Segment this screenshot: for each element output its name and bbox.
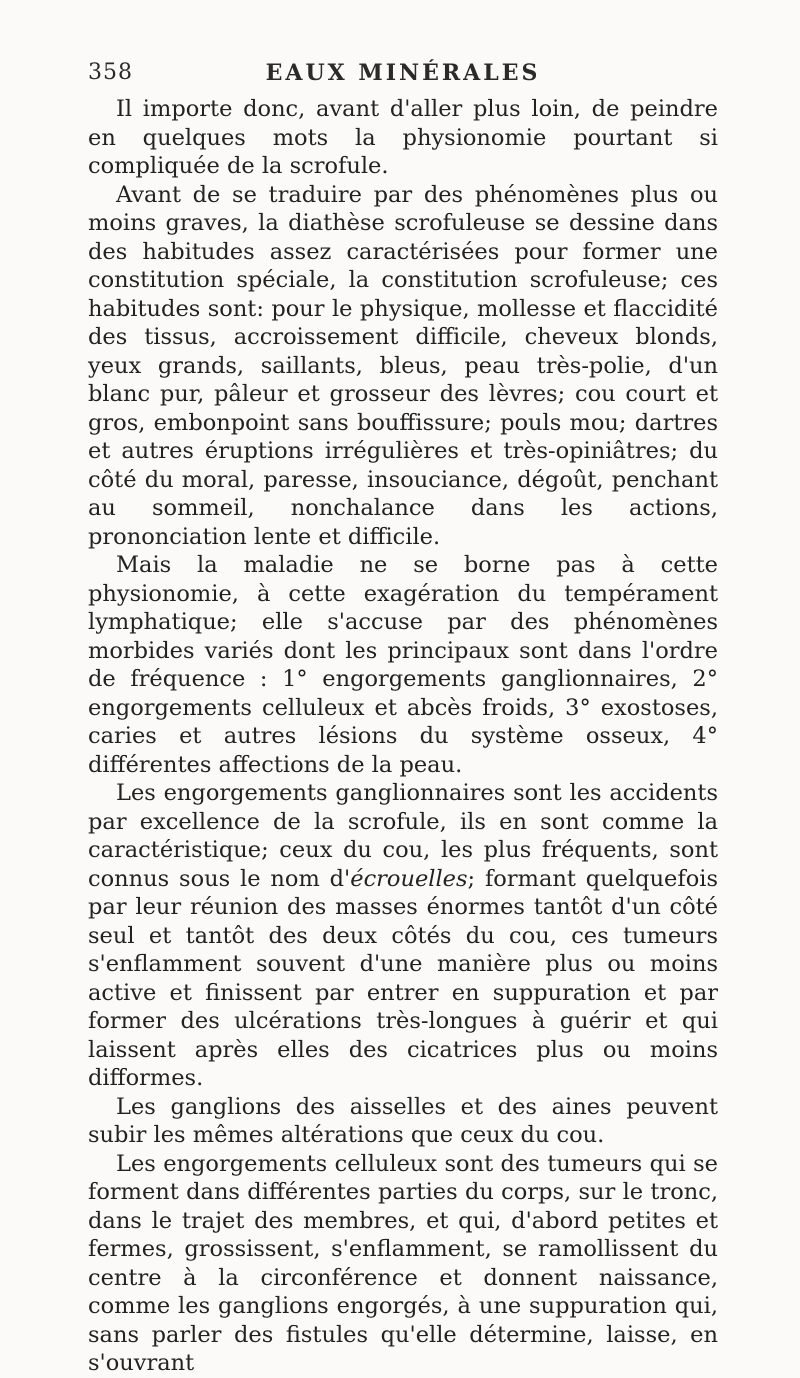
page-number: 358 — [88, 60, 133, 85]
paragraph-3: Mais la maladie ne se borne pas à cette physionomie, à cette exagération du tempérament lymphatique; elle s'accuse par des phénomènes morbides variés dont les principaux sont dans l'ordre de fréquence : 1° engorgements ganglionnaires, 2° engorgements celluleux et abcès froids, 3° exostoses, caries et autres lésions du système osseux, 4° différentes affections de la peau. — [88, 552, 718, 778]
body-text — [88, 95, 718, 1378]
paragraph-4 — [88, 779, 718, 1093]
paragraph-4-text-start: Les engorgements ganglionnaires sont les accidents par excellence de la scrofule, ils en sont comme la caractéristique; ceux du cou, les plus fréquents, sont connus sous le nom d' — [88, 780, 718, 892]
paragraph-2: Avant de se traduire par des phénomènes plus ou moins graves, la diathèse scrofuleuse se dessine dans des habitudes assez caractérisées pour former une constitution spéciale, la constitution scrofuleuse; ces habitudes sont: pour le physique, mollesse et flaccidité des tissus, accroissement difficile, cheveux blonds, yeux grands, saillants, bleus, peau très-polie, d'un blanc pur, pâleur et grosseur des lèvres; cou court et gros, embonpoint sans bouffissure; pouls mou; dartres et autres éruptions irrégulières et très-opiniâtres; du côté du moral, paresse, insouciance, dégoût, penchant au sommeil, nonchalance dans les actions, prononciation lente et difficile. — [88, 181, 718, 550]
paragraph-4-text-end: ; formant quelquefois par leur réunion des masses énormes tantôt d'un côté seul et tantôt des deux côtés du cou, ces tumeurs s'enflamment souvent d'une manière plus ou moins active et finissent par entrer en suppuration et par former des ulcérations très-longues à guérir et qui laissent après elles des cicatrices plus ou moins difformes. — [88, 865, 718, 1091]
page-header — [88, 60, 718, 90]
paragraph-6: Les engorgements celluleux sont des tumeurs qui se forment dans différentes parties du corps, sur le tronc, dans le trajet des membres, et qui, d'abord petites et fermes, grossissent, s'enflamment, se ramollissent du centre à la circonférence et donnent naissance, comme les ganglions engorgés, à une suppuration qui, sans parler des fistules qu'elle détermine, laisse, en s'ouvrant — [88, 1150, 718, 1376]
paragraph-5: Les ganglions des aisselles et des aines peuvent subir les mêmes altérations que ceux du cou. — [88, 1093, 718, 1148]
paragraph-4-italic-term: écrouelles — [350, 865, 468, 892]
running-title: EAUX MINÉRALES — [265, 60, 541, 86]
paragraph-1: Il importe donc, avant d'aller plus loin, de peindre en quelques mots la physionomie pourtant si compliquée de la scrofule. — [88, 96, 718, 179]
